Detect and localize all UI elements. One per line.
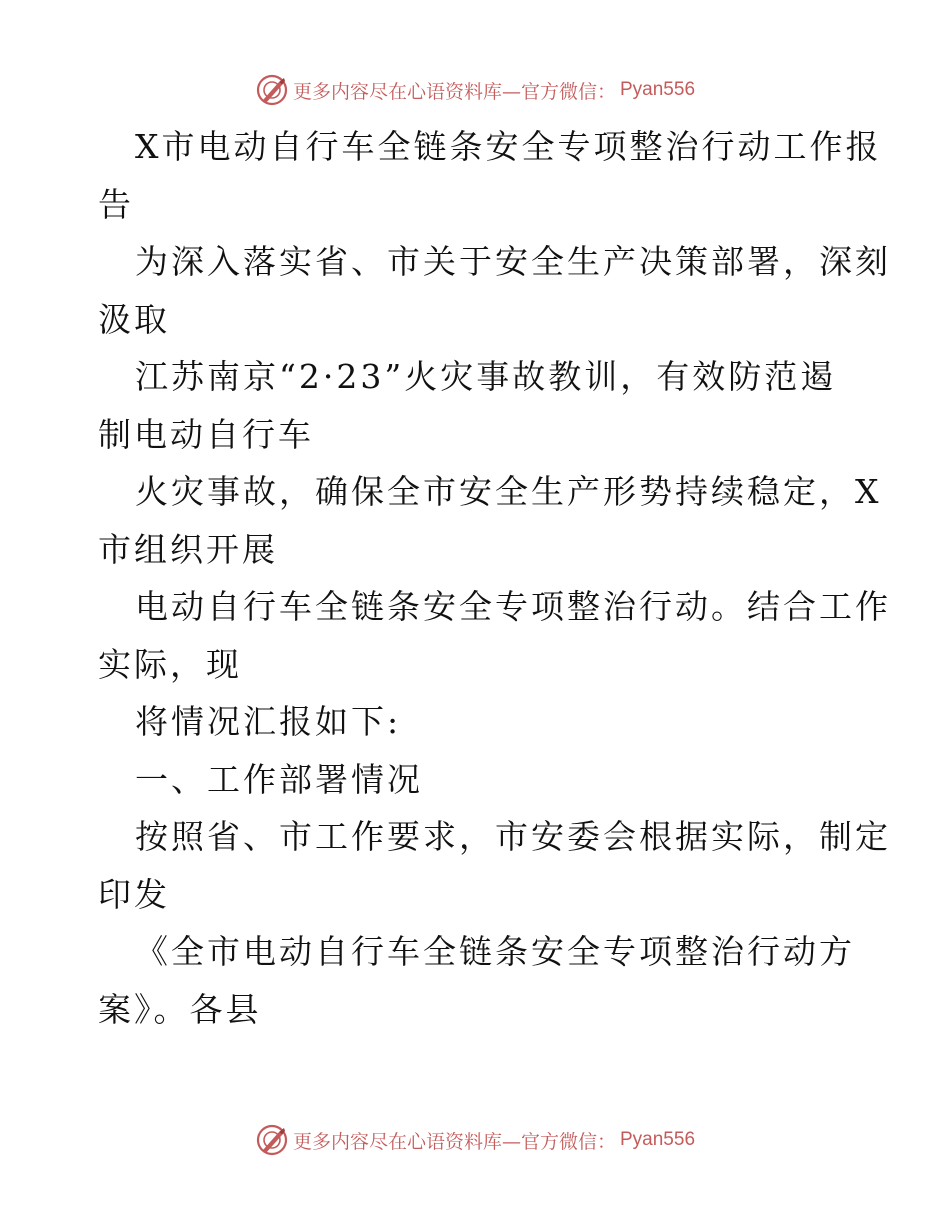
document-line: 为深入落实省、市关于安全生产决策部署，深刻	[135, 242, 891, 281]
document-line: 电动自行车全链条安全专项整治行动。结合工作	[135, 587, 891, 626]
pen-logo-icon	[255, 73, 289, 107]
watermark-account: Pyan556	[620, 1129, 696, 1150]
document-line: 《全市电动自行车全链条安全专项整治行动方	[135, 932, 855, 971]
footer-watermark-banner	[0, 1120, 950, 1160]
document-line: 汲取	[98, 299, 170, 339]
header-watermark-banner	[0, 70, 950, 110]
watermark-text: 更多内容尽在心语资料库—官方微信：	[292, 1130, 616, 1153]
document-line: 实际，现	[98, 644, 242, 684]
document-line: 江苏南京“2·23”火灾事故教训，有效防范遏	[135, 357, 837, 396]
watermark-account: Pyan556	[620, 79, 696, 100]
document-body	[98, 118, 891, 1038]
document-line: 市组织开展	[98, 529, 278, 569]
document-line: 火灾事故，确保全市安全生产形势持续稳定，X	[135, 472, 882, 511]
document-line: 将情况汇报如下:	[135, 702, 402, 741]
watermark-text: 更多内容尽在心语资料库—官方微信：	[292, 80, 616, 103]
document-line: X市电动自行车全链条安全专项整治行动工作报	[135, 127, 882, 166]
document-line: 案》。各县	[98, 989, 262, 1029]
document-line: 印发	[98, 874, 170, 914]
document-line: 一、工作部署情况	[135, 759, 423, 799]
pen-logo-icon	[255, 1123, 289, 1157]
document-line: 按照省、市工作要求，市安委会根据实际，制定	[135, 817, 891, 856]
document-line: 告	[98, 184, 134, 224]
document-line: 制电动自行车	[98, 414, 314, 454]
